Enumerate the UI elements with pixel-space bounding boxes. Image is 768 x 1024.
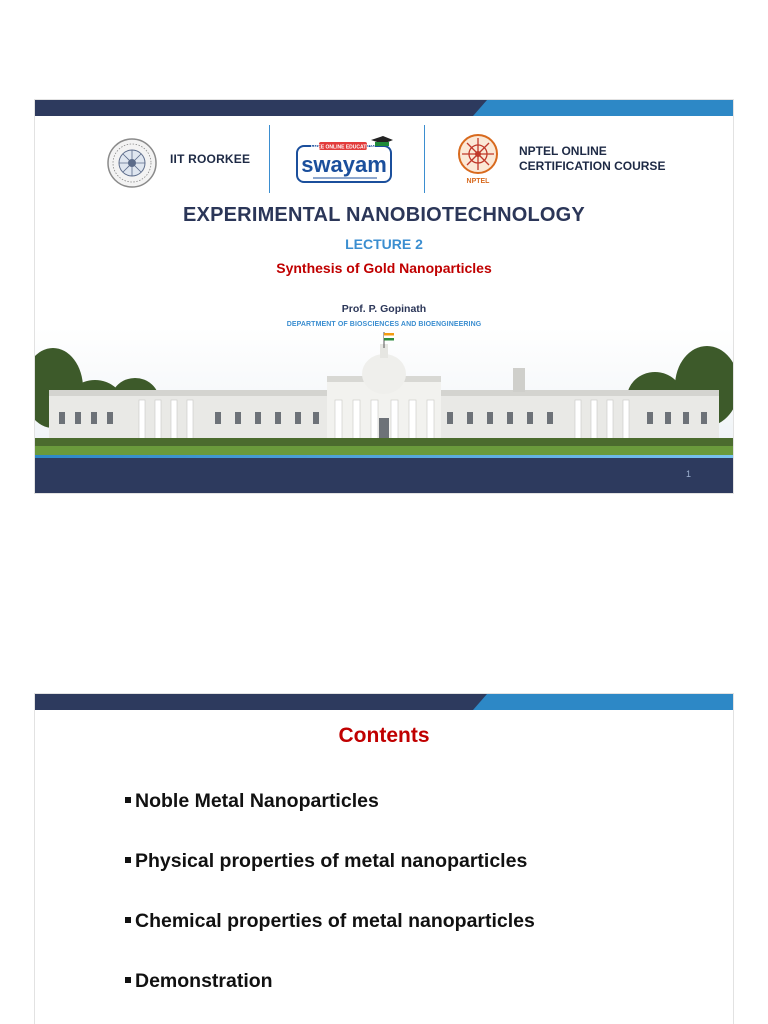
- swayam-logo-icon: [293, 132, 401, 190]
- nptel-label: NPTEL: [466, 178, 490, 185]
- title-slide: [35, 100, 733, 493]
- bullet-square-icon: [125, 797, 131, 803]
- lecture-topic: Synthesis of Gold Nanoparticles: [276, 260, 492, 276]
- bullet-square-icon: [125, 977, 131, 983]
- iit-roorkee-emblem-icon: [107, 138, 157, 188]
- nptel-logo-icon: [456, 132, 500, 186]
- bottom-banner: [35, 458, 733, 493]
- nptel-line2: CERTIFICATION COURSE: [519, 159, 666, 173]
- institute-name: IIT ROORKEE: [170, 152, 251, 166]
- contents-slide: [35, 694, 733, 1024]
- top-banner: [35, 694, 733, 710]
- department-name: DEPARTMENT OF BIOSCIENCES AND BIOENGINEERING: [286, 321, 482, 328]
- contents-title: Contents: [338, 724, 430, 747]
- bullet-square-icon: [125, 857, 131, 863]
- nptel-caption: [519, 144, 665, 174]
- lecture-number: LECTURE 2: [345, 236, 423, 252]
- list-item: Noble Metal Nanoparticles: [125, 789, 535, 849]
- list-item: Chemical properties of metal nanoparticles: [125, 909, 535, 969]
- slide-number: 1: [685, 469, 691, 479]
- top-banner: [35, 100, 733, 116]
- professor-name: Prof. P. Gopinath: [341, 303, 427, 315]
- swayam-tagline: FREE ONLINE EDUCATION: [310, 144, 376, 151]
- divider: [424, 125, 425, 193]
- main-building-photo: [35, 328, 733, 460]
- nptel-line1: NPTEL ONLINE: [519, 144, 607, 158]
- swayam-name: swayam: [301, 152, 387, 177]
- contents-list: [125, 789, 535, 1024]
- divider: [269, 125, 270, 193]
- course-title: EXPERIMENTAL NANOBIOTECHNOLOGY: [183, 204, 585, 226]
- list-item: Physical properties of metal nanoparticles: [125, 849, 535, 909]
- list-item: Demonstration: [125, 969, 535, 1024]
- bullet-square-icon: [125, 917, 131, 923]
- logo-row: [35, 122, 733, 196]
